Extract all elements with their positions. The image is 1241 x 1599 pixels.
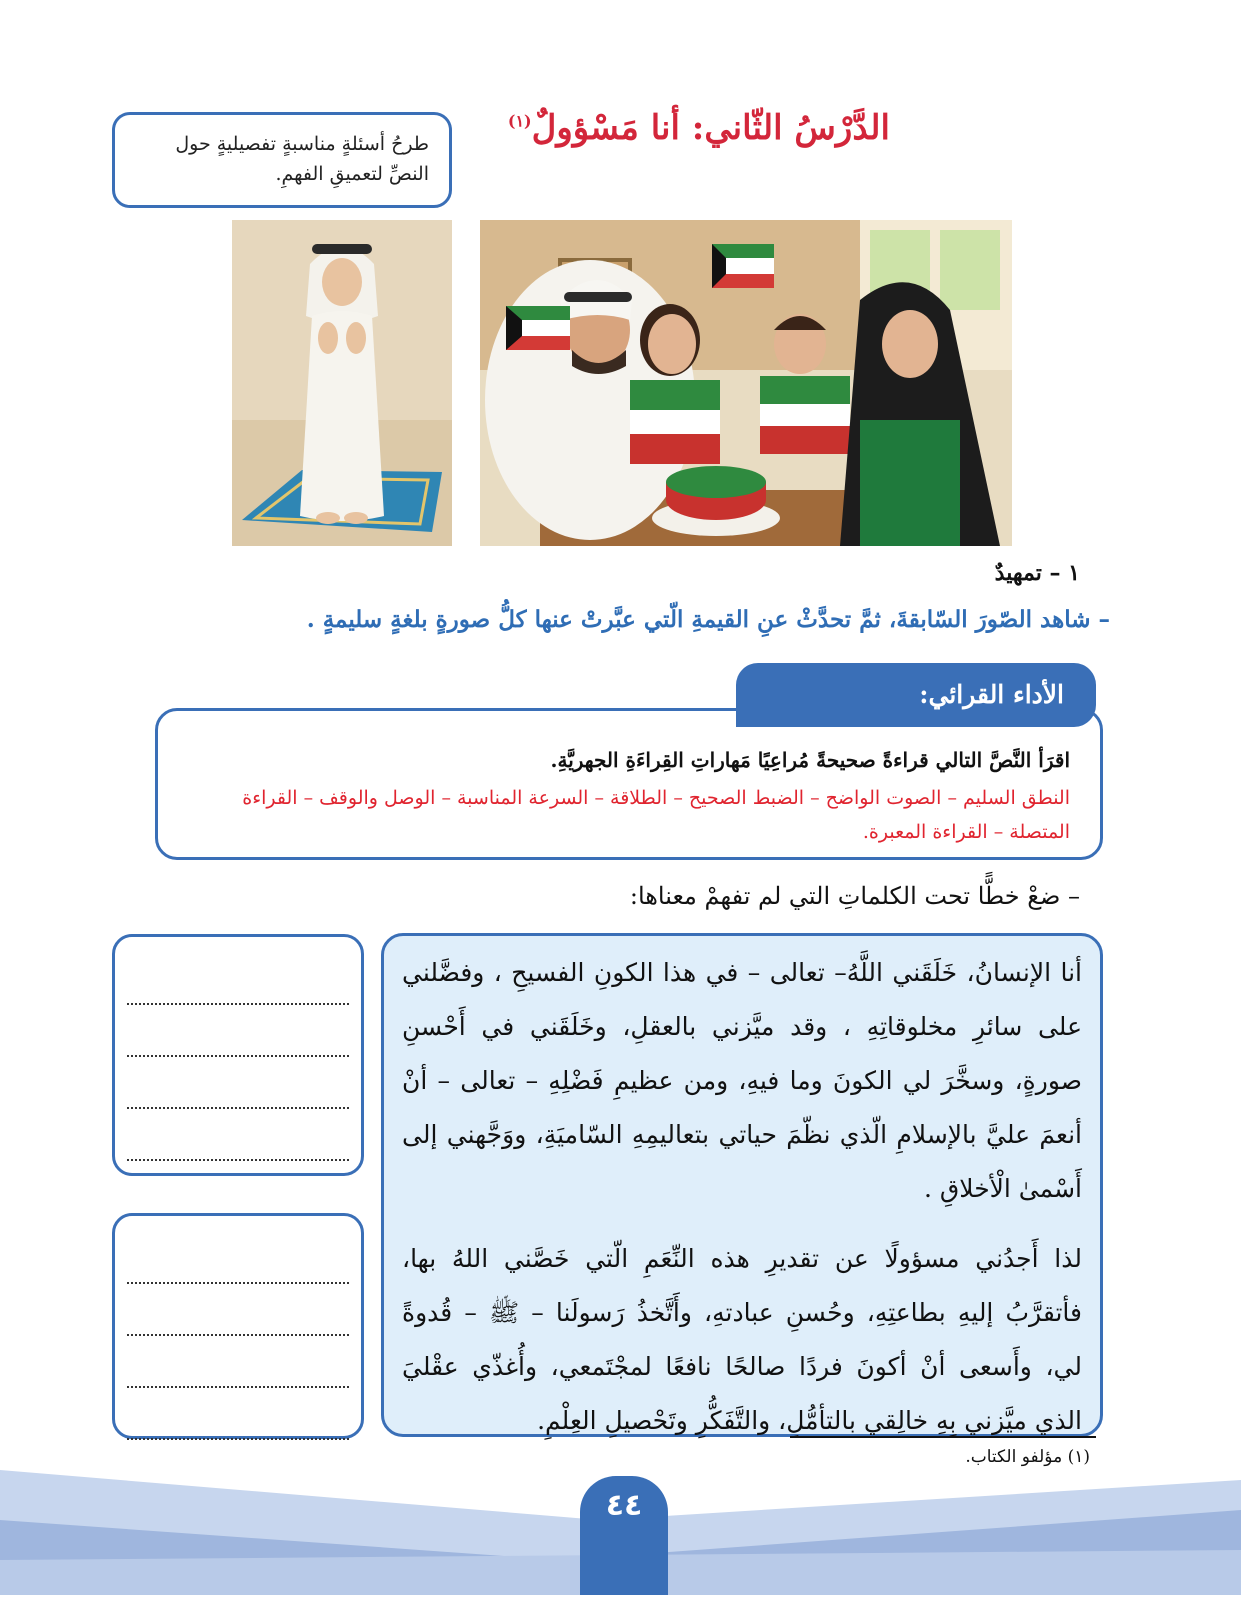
writing-line[interactable] bbox=[127, 1336, 349, 1388]
lesson-title-text: الدَّرْسُ الثّاني: أنا مَسْؤولٌ bbox=[531, 108, 890, 148]
writing-line[interactable] bbox=[127, 953, 349, 1005]
writing-line[interactable] bbox=[127, 1232, 349, 1284]
learning-objective-box bbox=[112, 112, 452, 208]
boy-praying-image bbox=[232, 220, 452, 546]
footnote-divider bbox=[790, 1436, 1096, 1438]
reading-passage-box bbox=[381, 933, 1103, 1437]
page-number: ٤٤ bbox=[605, 1488, 643, 1523]
writing-line[interactable] bbox=[127, 1005, 349, 1057]
passage-paragraph-1: أنا الإنسانُ، خَلَقَني اللَّهُ– تعالى – في هذا الكونِ الفسيحِ ، وفضَّلني على سائرِ مخلوقاتِهِ ، وقد ميَّزني بالعقلِ، وخَلَقَني في أَحْسنِ صورةٍ، وسخَّرَ لي الكونَ وما فيهِ، ومن عظيمِ فَضْلِهِ – تعالى – أنْ أنعمَ عليَّ بالإسلامِ الّذي نظّمَ حياتي بتعاليمِهِ السّاميَةِ، ووَجَّهني إلى أَسْمىٰ الْأخلاقِ . bbox=[402, 958, 1082, 1203]
footnote-text: (١) مؤلفو الكتاب. bbox=[965, 1447, 1090, 1467]
notes-box-1 bbox=[112, 934, 364, 1176]
reading-performance-tab: الأداء القرائي: bbox=[736, 663, 1096, 727]
reading-performance-instruction: اقرَأ النَّصَّ التالي قراءةً صحيحةً مُراعِيًا مَهاراتِ القِراءَةِ الجهريَّةِ. bbox=[550, 748, 1070, 772]
writing-line[interactable] bbox=[127, 1057, 349, 1109]
underline-words-instruction: – ضعْ خطًّا تحت الكلماتِ التي لم تفهمْ معناها: bbox=[629, 882, 1080, 910]
writing-line[interactable] bbox=[127, 1109, 349, 1161]
reading-performance-box bbox=[155, 708, 1103, 860]
reading-skills-list: النطق السليم – الصوت الواضح – الضبط الصحيح – الطلاقة – السرعة المناسبة – الوصل والوقف – القراءة المتصلة – القراءة المعبرة. bbox=[242, 787, 1070, 843]
learning-objective-text: طرحُ أسئلةٍ مناسبةٍ تفصيليةٍ حول النصِّ لتعميقِ الفهمِ. bbox=[175, 133, 429, 185]
family-celebration-image bbox=[480, 220, 1012, 546]
writing-line[interactable] bbox=[127, 1388, 349, 1440]
lesson-title bbox=[480, 108, 890, 148]
section-instruction-observe-images: – شاهد الصّورَ السّابقةَ، ثمَّ تحدَّثْ عنِ القيمةِ الّتي عبَّرتْ عنها كلُّ صورةٍ بلغةٍ سليمةٍ . bbox=[306, 606, 1110, 633]
notes-box-2 bbox=[112, 1213, 364, 1439]
footnote-marker: (١) bbox=[507, 111, 532, 131]
writing-line[interactable] bbox=[127, 1284, 349, 1336]
section-heading-introduction: ١ – تمهيدٌ bbox=[994, 560, 1080, 586]
family-national-day-photo bbox=[480, 220, 1012, 546]
passage-paragraph-2: لذا أَجدُني مسؤولًا عن تقديرِ هذه النِّعَمِ الّتي خَصَّني اللهُ بها، فأتقرَّبُ إليهِ بطاعتِهِ، وحُسنِ عبادتهِ، وأَتَّخذُ رَسولَنا – ﷺ – قُدوةً لي، وأَسعى أنْ أكونَ فردًا صالحًا نافعًا لمجْتَمعي، وأُغذّي عقْليَ الذي ميَّزني بِهِ خالِقي بالتأمُّلِ، والتَّفَكُّرِ وتَحْصيلِ العِلْمِ. bbox=[402, 1244, 1082, 1435]
boy-praying-illustration bbox=[232, 220, 452, 546]
